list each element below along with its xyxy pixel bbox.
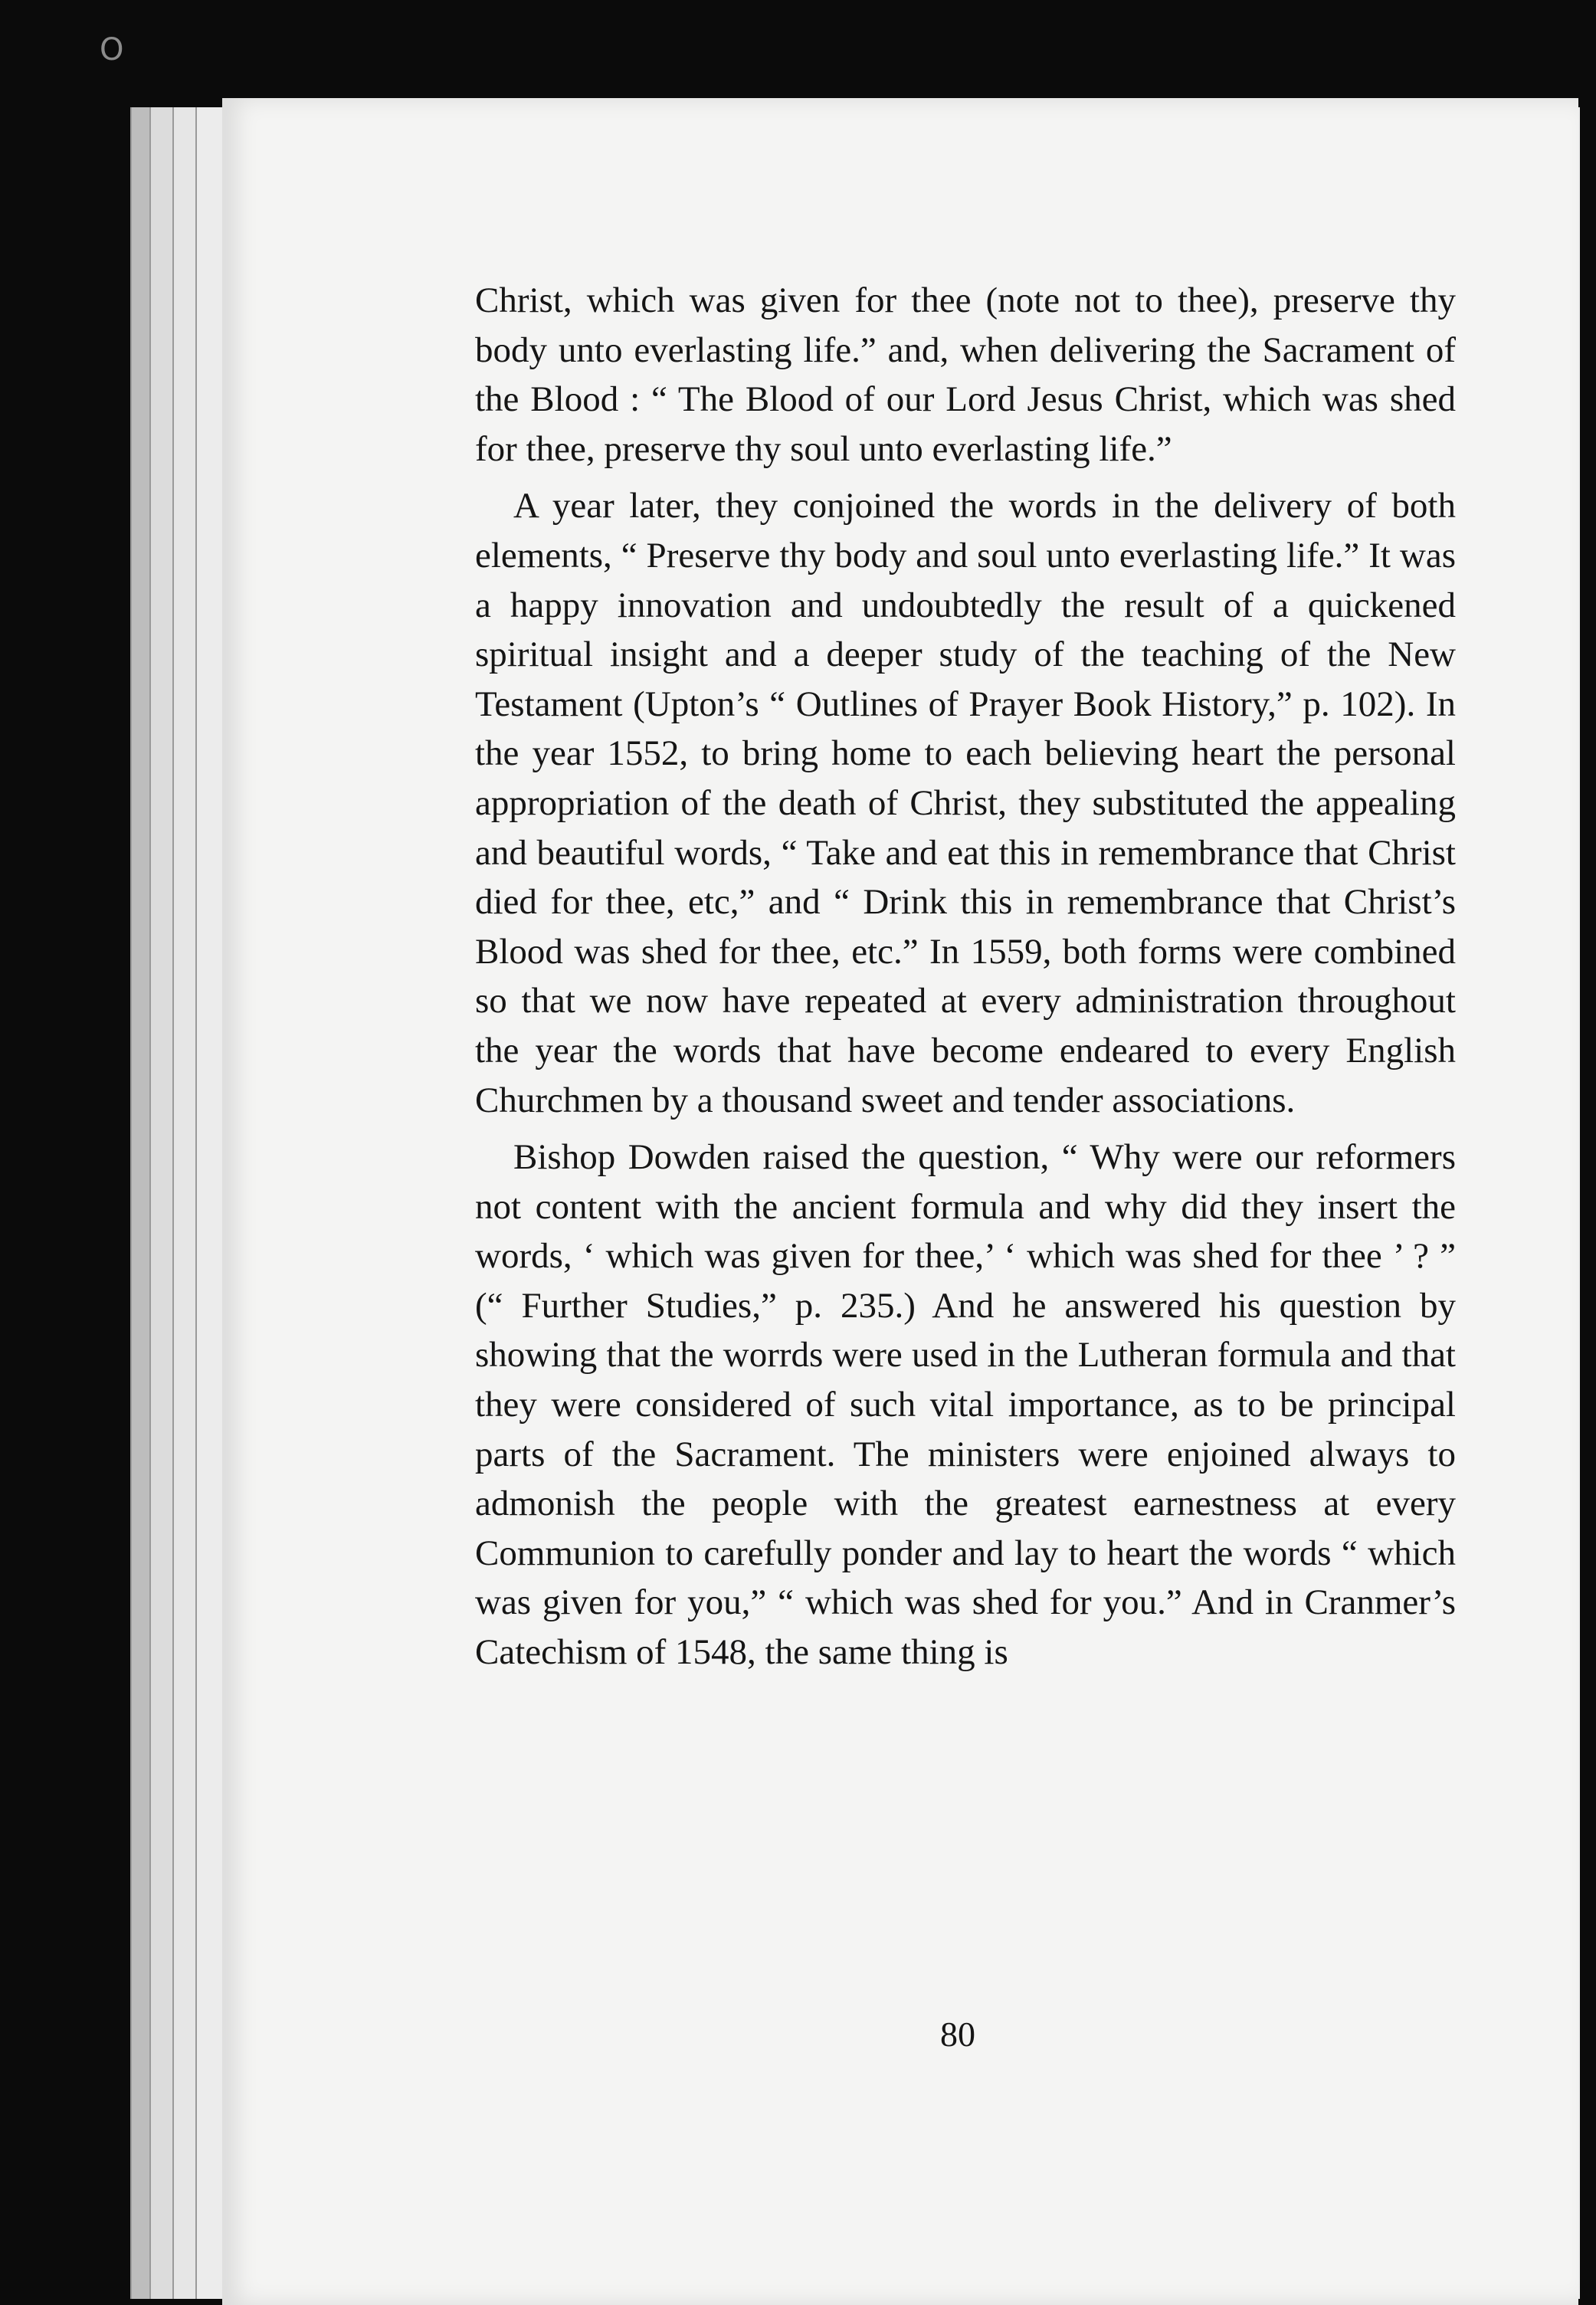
page-number: 80 [940,2015,975,2054]
body-text [475,276,1456,1677]
paragraph-continuation: Christ, which was given for thee (note not to thee), preserve thy body unto everlasting life.” and, when delivering the Sacrament of the Blood : “ The Blood of our Lord Jesus Christ, which was shed for thee, preserve thy soul unto everlasting life.” [475,280,1456,469]
corner-smudge-mark: O [100,32,124,67]
paragraph-year-later: A year later, they conjoined the words in the delivery of both elements, “ Preserve thy body and soul unto everlasting life.” It was a happy innovation and undoubtedly the result of a quickened spiritual insight and a deeper study of the teaching of the New Testament (Upton’s “ Outlines of Prayer Book History,” p. 102). In the year 1552, to bring home to each believing heart the personal appropriation of the death of Christ, they substituted the appealing and beautiful words, “ Take and eat this in remembrance that Christ died for thee, etc,” and “ Drink this in remembrance that Christ’s Blood was shed for thee, etc.” In 1559, both forms were combined so that we now have repeated at every administration throughout the year the words that have become endeared to every English Churchmen by a thousand sweet and tender associations. [475,486,1456,1120]
paragraph-bishop-dowden: Bishop Dowden raised the question, “ Why were our reformers not content with the ancient formula and why did they insert the words, ‘ which was given for thee,’ ‘ which was shed for thee ’ ? ” (“ Further Studies,” p. 235.) And he answered his question by showing that the worrds were used in the Lutheran formula and that they were considered of such vital importance, as to be principal parts of the Sacrament. The ministers were enjoined always to admonish the people with the greatest earnestness at every Communion to carefully ponder and lay to heart the words “ which was given for you,” “ which was shed for you.” And in Cranmer’s Catechism of 1548, the same thing is [475,1137,1456,1673]
